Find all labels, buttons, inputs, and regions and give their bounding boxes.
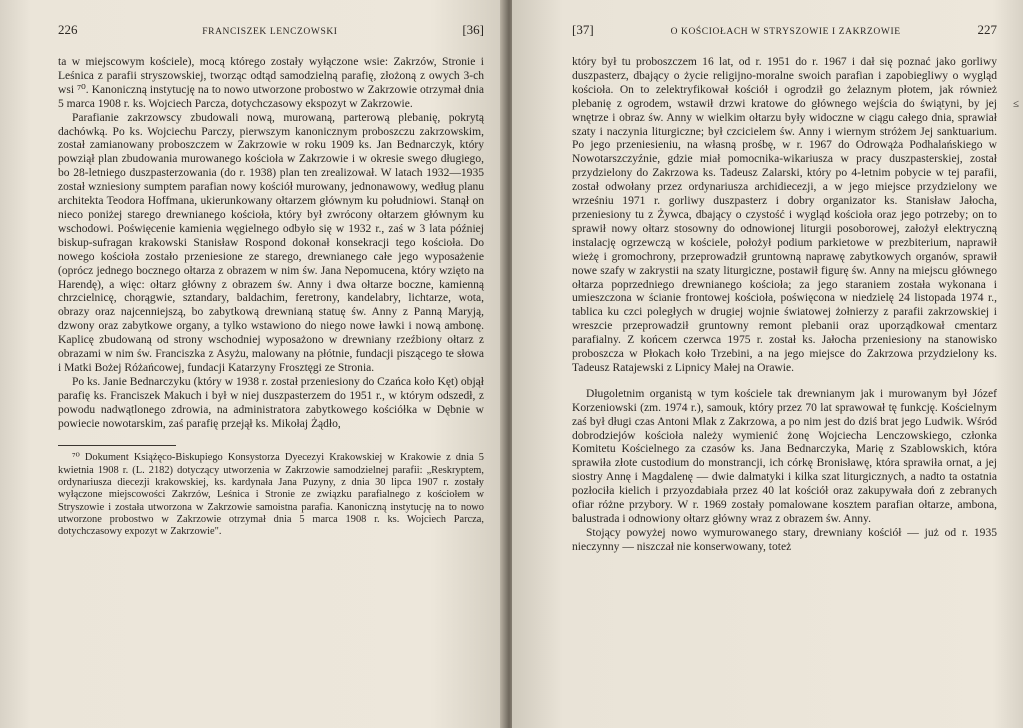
left-page-header xyxy=(58,22,484,42)
footnote xyxy=(58,452,484,538)
paragraph: ta w miejscowym kościele), mocą którego zostały wyłączone wsie: Zakrzów, Stronie i Leśnica z parafii stryszowskiej, tworząc odtąd samodzielną parafię, złożoną z owych 3-ch wsi ⁷⁰. Kanoniczną instytucję na to nowo utworzone probostwo w Zakrzowie otrzymał dnia 5 marca 1908 r. ks. Wojciech Parcza, dotychczasowy ekspozyt w Zakrzowie. xyxy=(58,56,484,110)
right-running-title: O KOŚCIOŁACH W STRYSZOWIE I ZAKRZOWIE xyxy=(670,27,901,37)
paragraph: Po ks. Janie Bednarczyku (który w 1938 r. został przeniesiony do Czańca koło Kęt) objął parafię ks. Franciszek Makuch i był w niej duszpasterzem do 1951 r., w którym odszedł, z powodu nadwątlonego zdrowia, na administratora zabytkowego kościółka w Dębnie w powiecie nowotarskim, zaś parafię przejął ks. Mikołaj Żądło, xyxy=(58,375,484,430)
right-section-marker: [37] xyxy=(572,22,594,37)
paragraph: Stojący powyżej nowo wymurowanego stary, drewniany kościół — już od r. 1935 nieczynny — niszczał nie konserwowany, toteż xyxy=(572,526,997,553)
paragraph: który był tu proboszczem 16 lat, od r. 1951 do r. 1967 i dał się poznać jako gorliwy duszpasterz, dbający o życie religijno-moralne swoich parafian i zapobiegliwy o wygląd kościoła. On to zelektryfikował kościół i ogrodził go żelaznym płotem, jak również plebanię z ogrodem, wstawił drzwi kratowe do głównego wejścia do świątyni, by jej wnętrze i obraz św. Anny w wielkim ołtarzu były widoczne w ciągu całego dnia, sprawiał szaty i naczynia liturgiczne; był czcicielem św. Anny i wiernym stróżem Jej sanktuarium. Po jego przeniesieniu, na własną prośbę, w r. 1967 do Odrowąża Podhalańskiego w Nowotarszczyźnie, gdzie miał pomocnika-wikariusza w pracy duszpasterskiej, został przydzielony do Zakrzowa ks. Tadeusz Zalarski, który po 4-letnim pobycie w tej parafii, został odwołany przez ordynariusza archidiecezji, a w jego miejsce przydzielony we wrześniu 1971 r. gorliwy duszpasterz i dobry organizator ks. Stanisław Jałocha, przeniesiony tu z Żywca, dbający o czystość i wygląd kościoła oraz jego potrzeby; on to sprawił nowy ołtarz stosowny do odnowionej liturgii posoborowej, założył elektryczną instalację ogrzewczą w kościele, położył podium parkietowe w prezbiterium, naprawił wieżę i gromochrony, przeprowadził gruntowną naprawę zabytkowych organów, sprawił nowe szafy w zakrystii na szaty liturgiczne, postawił figurę św. Anny na miejscu głównego ołtarza poprzedniego drewnianego kościoła; za jego staraniem została wykonana i umieszczona w ścianie frontowej kościoła, poświęcona w niedzielę 24 listopada 1974 r., tablica ku czci poległych w drugiej wojnie światowej żołnierzy z parafii zakrzowskiej i wreszcie przeprowadził gruntowny remont plebanii oraz uporządkował cmentarz parafialny. Z końcem czerwca 1975 r. został ks. Jałocha przeniesiony na stanowisko proboszcza w Płokach koło Trzebini, a na jego miejsce do Zakrzowa przydzielony ks. Tadeusz Ratajewski z Lipnicy Małej na Orawie. xyxy=(572,56,997,374)
left-page xyxy=(0,0,506,728)
footnote-rule xyxy=(58,445,176,446)
left-page-number: 226 xyxy=(58,22,78,37)
left-page-body xyxy=(58,56,484,431)
paragraph: Parafianie zakrzowscy zbudowali nową, murowaną, parterową plebanię, pokrytą dachówką. Po ks. Wojciechu Parczy, pierwszym kanonicznym proboszczu zakrzowskim, został zamianowany proboszczem w Zakrzowie w roku 1909 ks. Jan Bednarczyk, który powziął plan zbudowania murowanego kościoła w Zakrzowie i w okresie swego długiego, bo 28-letniego duszpasterzowania (do r. 1938) plan ten zrealizował. W latach 1932—1935 został wzniesiony sumptem parafian nowy kościół murowany, jednonawowy, według planu architekta Teodora Hoffmana, ukierunkowany ołtarzem głównym ku południowi. Stanął on nieco poniżej starego drewnianego kościoła, który był zwrócony ołtarzem głównym ku wschodowi. Poświęcenie kamienia węgielnego odbyło się w 1932 r., zaś w 3 lata później biskup-sufragan krakowski Stanisław Rospond dokonał konsekracji tego kościoła. Do nowego kościoła zostało przeniesione ze starego, drewnianego całe jego wyposażenie (oprócz jednego bocznego ołtarza z obrazem w nim św. Jana Nepomucena, który wzięto na Harendę), a więc: ołtarz główny z obrazem św. Anny i dwa ołtarze boczne, kamienną chrzcielnicę, chorągwie, sztandary, baldachim, feretrony, kandelabry, lichtarze, wota, obrazy oraz najcenniejszą, bo zabytkową drewnianą statuę św. Anny z Panną Maryją, dzwony oraz zabytkowe organy, a tylko wstawiono do niego nowe ławki i nową ambonę. Kaplicę zbudowaną od strony wschodniej wyposażono w drewniany rzeźbiony ołtarz z obrazami w nim św. Franciszka z Asyżu, malowany na płótnie, fundacji piszącego te słowa i Matki Bożej Różańcowej, fundacji Katarzyny Frosztęgi ze Stronia. xyxy=(58,111,484,374)
right-page-body xyxy=(572,56,997,555)
left-section-marker: [36] xyxy=(462,22,484,37)
left-running-title: FRANCISZEK LENCZOWSKI xyxy=(202,27,338,37)
right-page-header xyxy=(572,22,997,42)
footnote-text: ⁷⁰ Dokument Książęco-Biskupiego Konsystorza Dyecezyi Krakowskiej w Krakowie z dnia 5 kwietnia 1908 r. (L. 2182) dotyczący utworzenia w Zakrzowie samodzielnej parafii: „Reskryptem, ordynariusza diecezji krakowskiej, ks. kardynała Jana Puzyny, z dnia 30 lipca 1907 r. zostały wyłączone miejscowości Zakrzów, Leśnica i Stronie ze związku parafialnego z kościołem w Stryszowie i została utworzona w Zakrzowie samoistna parafia. Kanoniczną instytucję na to nowo utworzone probostwo w Zakrzowie otrzymał dnia 5 marca 1908 r. ks. Wojciech Parcza, dotychczasowy expozyt w Zakrzowie". xyxy=(58,452,484,538)
margin-mark: ≤ xyxy=(1012,98,1019,110)
right-page-number: 227 xyxy=(977,22,997,37)
paragraph: Długoletnim organistą w tym kościele tak drewnianym jak i murowanym był Józef Korzeniowski (zm. 1974 r.), samouk, który przez 70 lat sprawował tę funkcję. Kościelnym zaś był długi czas Antoni Mlak z Zakrzowa, a po nim jest do dziś brat jego Ludwik. Wśród dobrodziejów kościoła należy wymienić żonę Wojciecha Lenczowskiego, członka Komitetu Kościelnego za czasów ks. Jana Bednarczyka, Marię z Szablowskich, która sprawiła złote custodium do monstrancji, ich córkę Bronisławę, która sprawiła ornat, a jej siostry Annę i Magdalenę — dwie dalmatyki i kilka szat liturgicznych, a nadto ta ostatnia pozłociła kielich i przyozdabiała przez 40 lat kościół oraz zakupywała doń z zebranych ofiar różne przybory. W r. 1969 zostały pomalowane kosztem parafian ołtarze, ambona, balustrada i odnowiony ołtarz główny wraz z obrazem św. Anny. xyxy=(572,387,997,525)
right-page xyxy=(512,0,1023,728)
